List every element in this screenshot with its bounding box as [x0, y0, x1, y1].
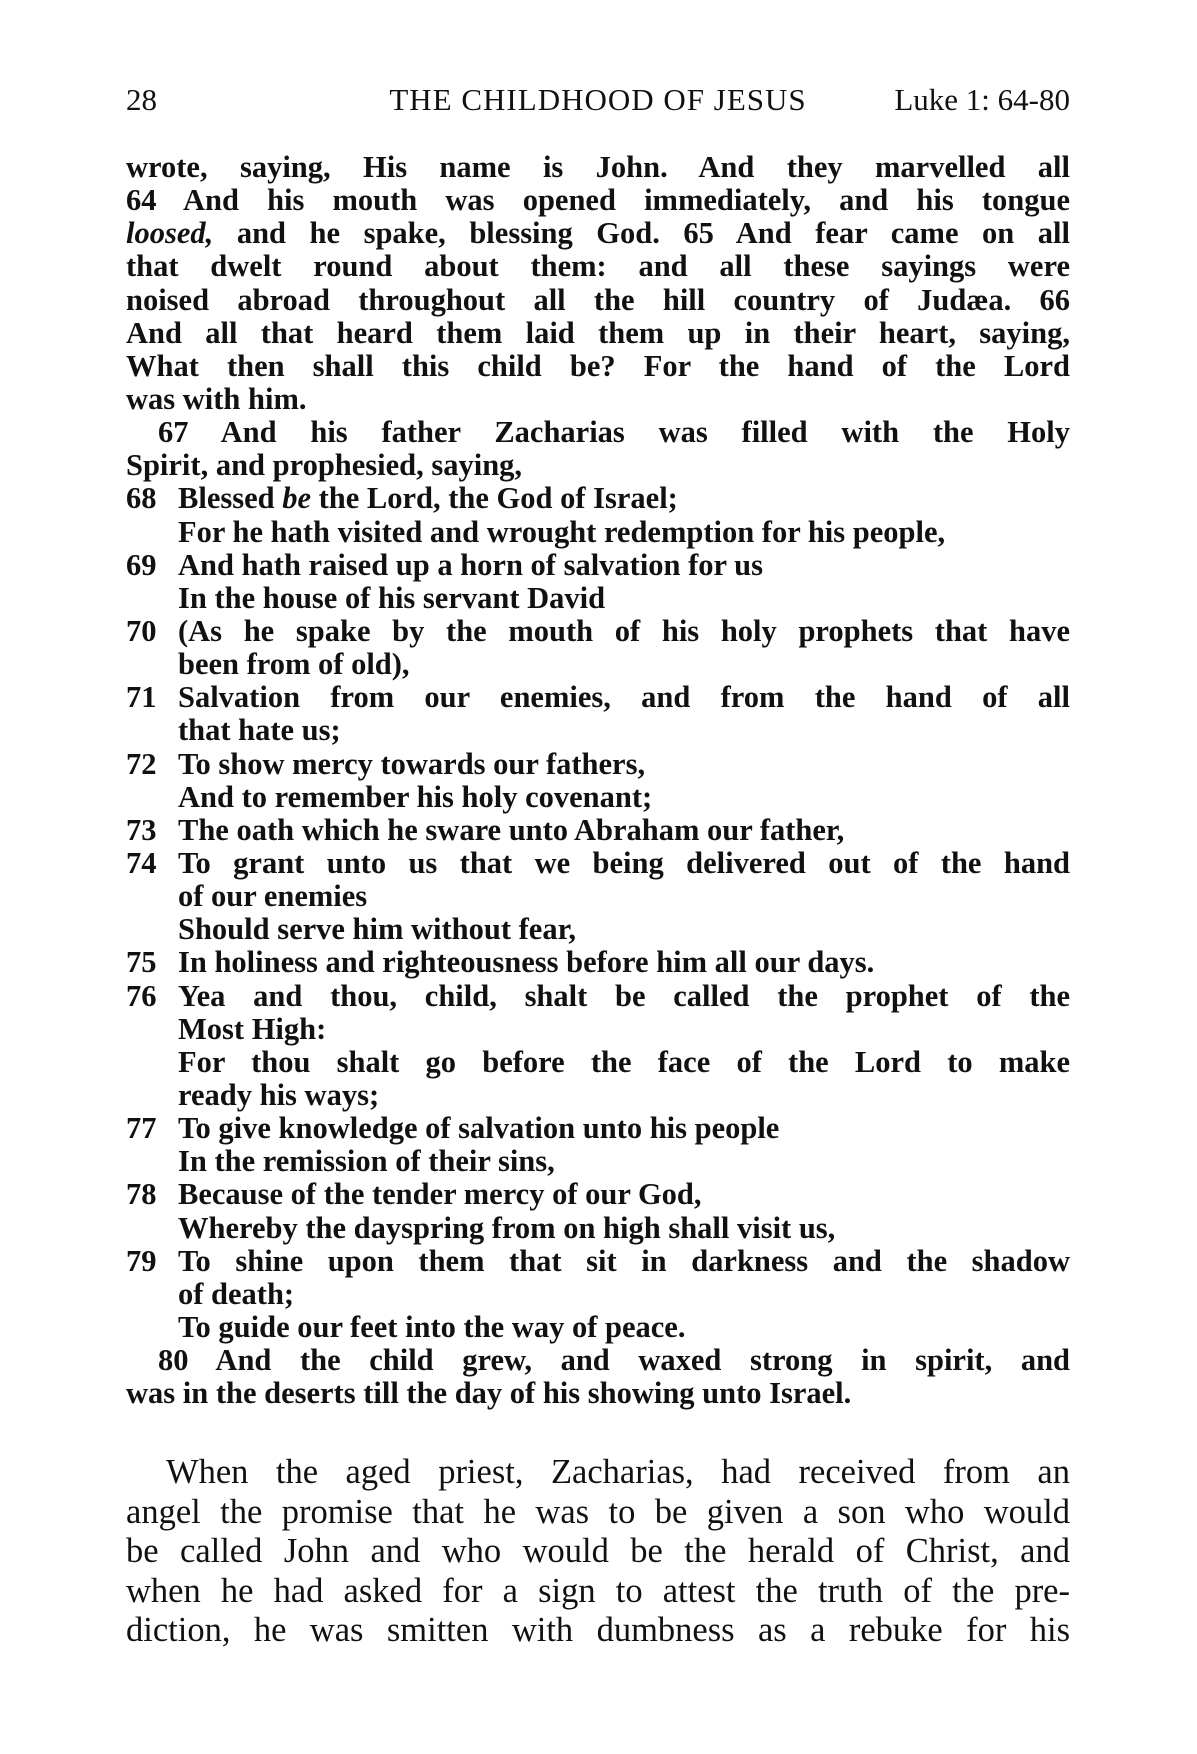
commentary-line: be called John and who would be the herald of Christ, and: [126, 1532, 1070, 1570]
scripture-line: was in the deserts till the day of his showing unto Israel.: [126, 1376, 852, 1411]
verse-number: 68: [126, 481, 157, 516]
verse-number: 76: [126, 978, 157, 1013]
verse-line: 76 Yea and thou, child, shalt be called the prophet of the: [126, 978, 1070, 1013]
verse-line: Should serve him without fear,: [178, 912, 576, 947]
verse-line: that hate us;: [178, 713, 341, 748]
verse-line: 79 To shine upon them that sit in darkness and the shadow: [126, 1243, 1070, 1278]
commentary-line: When the aged priest, Zacharias, had received from an: [166, 1453, 1070, 1491]
verse-line: In the remission of their sins,: [178, 1144, 555, 1179]
verse-number: 73: [126, 812, 157, 847]
verse-line: In the house of his servant David: [178, 580, 606, 615]
page-number: 28: [126, 82, 157, 117]
verse-line: Most High:: [178, 1011, 327, 1046]
scripture-line: that dwelt round about them: and all these sayings were: [126, 249, 1070, 284]
scripture-line: 80 And the child grew, and waxed strong in spirit, and: [158, 1343, 1070, 1378]
verse-line: of our enemies: [178, 879, 368, 914]
commentary-line: angel the promise that he was to be given a son who would: [126, 1492, 1070, 1531]
running-title: THE CHILDHOOD OF JESUS: [389, 82, 807, 117]
verse-number: 75: [126, 945, 157, 980]
verse-line: To guide our feet into the way of peace.: [178, 1309, 686, 1344]
verse-line: 75 In holiness and righteousness before him all our days.: [126, 945, 875, 980]
verse-line: 71 Salvation from our enemies, and from the hand of all: [126, 680, 1070, 715]
verse-line: 70 (As he spake by the mouth of his holy prophets that have: [126, 613, 1070, 648]
scripture-line: 67 And his father Zacharias was filled with the Holy: [158, 415, 1070, 450]
verse-number: 70: [126, 613, 157, 648]
verse-line: Whereby the dayspring from on high shall visit us,: [178, 1210, 836, 1245]
italic-word: loosed,: [126, 216, 214, 251]
verse-line: been from of old),: [178, 647, 410, 682]
verse-line: of death;: [178, 1276, 295, 1311]
commentary-line: diction, he was smitten with dumbness as a rebuke for his: [126, 1611, 1070, 1649]
verse-number: 74: [126, 845, 157, 880]
verse-line: And to remember his holy covenant;: [178, 779, 653, 814]
scripture-line: noised abroad throughout all the hill country of Judæa. 66: [126, 282, 1070, 317]
verse-number: 69: [126, 547, 157, 582]
commentary-line: when he had asked for a sign to attest the truth of the pre-: [126, 1571, 1070, 1610]
verse-line: 72 To show mercy towards our fathers,: [126, 746, 646, 781]
verse-line: 77 To give knowledge of salvation unto his people: [126, 1111, 780, 1146]
commentary-paragraph: [126, 1453, 1070, 1651]
verse-number: 72: [126, 746, 157, 781]
verse-line: 68 Blessed be the Lord, the God of Israel;: [126, 481, 678, 516]
verse-line: 73 The oath which he sware unto Abraham our father,: [126, 812, 845, 847]
chapter-reference: Luke 1: 64-80: [894, 82, 1070, 117]
scripture-line: loosed, and he spake, blessing God. 65 And fear came on all: [126, 216, 1070, 251]
verse-line: For thou shalt go before the face of the Lord to make: [178, 1044, 1070, 1079]
verse-number: 71: [126, 680, 157, 715]
verse-line: 78 Because of the tender mercy of our God,: [126, 1177, 702, 1212]
verse-number: 77: [126, 1111, 157, 1146]
scripture-line: Spirit, and prophesied, saying,: [126, 448, 523, 483]
verse-line: ready his ways;: [178, 1077, 380, 1112]
scripture-line: And all that heard them laid them up in their heart, saying,: [126, 315, 1070, 350]
page-header: [126, 80, 1070, 120]
scripture-line: 64 And his mouth was opened immediately, and his tongue: [126, 183, 1070, 218]
verse-line: For he hath visited and wrought redemption for his people,: [178, 514, 946, 549]
scripture-line: was with him.: [126, 381, 307, 416]
verse-line: 74 To grant unto us that we being delivered out of the hand: [126, 845, 1070, 880]
verse-line: 69 And hath raised up a horn of salvation for us: [126, 547, 763, 582]
verse-number: 79: [126, 1243, 157, 1278]
scripture-passage: [126, 151, 1070, 1410]
scripture-line: What then shall this child be? For the hand of the Lord: [126, 348, 1070, 383]
scripture-line: wrote, saying, His name is John. And they marvelled all: [126, 150, 1070, 184]
italic-word: be: [282, 481, 312, 516]
verse-number: 78: [126, 1177, 157, 1212]
